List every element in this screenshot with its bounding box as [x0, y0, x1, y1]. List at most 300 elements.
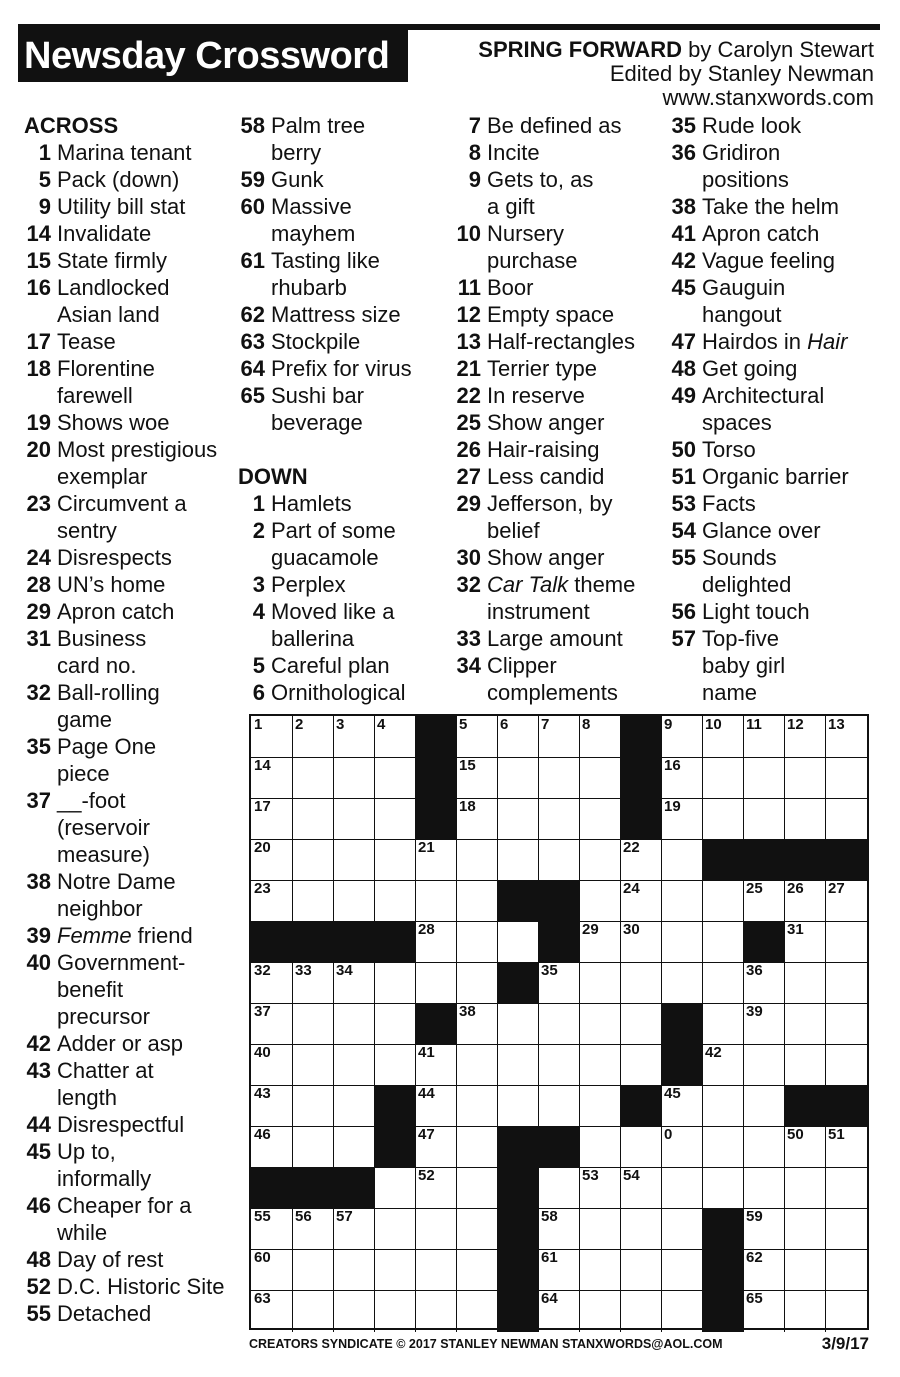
- grid-cell[interactable]: [661, 1167, 703, 1209]
- grid-cell[interactable]: [456, 716, 498, 758]
- clue-text-line: Show anger: [487, 545, 605, 570]
- grid-cell[interactable]: [292, 1126, 334, 1168]
- grid-cell[interactable]: [415, 1249, 457, 1291]
- grid-cell[interactable]: [825, 1208, 867, 1250]
- grid-cell[interactable]: [374, 757, 416, 799]
- clue-item: [452, 625, 662, 652]
- grid-cell[interactable]: [251, 1249, 293, 1291]
- grid-cell[interactable]: [825, 962, 867, 1004]
- grid-cell[interactable]: [292, 962, 334, 1004]
- black-square: [784, 1085, 826, 1127]
- cell-number: 23: [254, 880, 271, 897]
- black-square: [374, 1085, 416, 1127]
- grid-cell[interactable]: [743, 1044, 785, 1086]
- grid-cell[interactable]: [251, 1208, 293, 1250]
- cell-number: 27: [828, 880, 845, 897]
- cell-number: 20: [254, 839, 271, 856]
- clue-text-line: Clipper: [487, 653, 557, 678]
- grid-cell[interactable]: [702, 962, 744, 1004]
- clue-item: [24, 544, 234, 571]
- grid-cell[interactable]: [374, 1003, 416, 1045]
- cell-number: 41: [418, 1044, 435, 1061]
- cell-number: 16: [664, 757, 681, 774]
- grid-cell[interactable]: [825, 757, 867, 799]
- grid-cell[interactable]: [579, 716, 621, 758]
- clue-number: 58: [240, 113, 265, 138]
- clue-item: [238, 490, 448, 517]
- grid-cell[interactable]: [374, 1044, 416, 1086]
- clue-text-line: Hair-raising: [487, 437, 600, 462]
- grid-cell[interactable]: [374, 839, 416, 881]
- grid-cell[interactable]: [784, 1290, 826, 1332]
- grid-cell[interactable]: [743, 757, 785, 799]
- grid-cell[interactable]: [825, 1290, 867, 1332]
- website: www.stanxwords.com: [662, 85, 874, 110]
- grid-cell[interactable]: [333, 1126, 375, 1168]
- grid-cell[interactable]: [620, 962, 662, 1004]
- grid-cell[interactable]: [415, 880, 457, 922]
- grid-cell[interactable]: [825, 1167, 867, 1209]
- grid-cell[interactable]: [456, 1003, 498, 1045]
- grid-cell[interactable]: [251, 757, 293, 799]
- grid-cell[interactable]: [620, 1126, 662, 1168]
- clue-item: [452, 139, 662, 166]
- grid-cell[interactable]: [456, 757, 498, 799]
- clue-text: [702, 220, 880, 247]
- clue-text-line: Gridiron: [702, 140, 781, 165]
- grid-cell[interactable]: [579, 1085, 621, 1127]
- cell-number: 32: [254, 962, 271, 979]
- grid-cell[interactable]: [333, 1249, 375, 1291]
- grid-cell[interactable]: [784, 757, 826, 799]
- clue-item: [24, 949, 234, 1030]
- grid-cell[interactable]: [538, 716, 580, 758]
- clue-text-line: Part of some: [271, 518, 396, 543]
- clue-item: [452, 382, 662, 409]
- page-title: Newsday Crossword: [18, 30, 408, 82]
- grid-cell[interactable]: [825, 1003, 867, 1045]
- grid-cell[interactable]: [251, 839, 293, 881]
- grid-cell[interactable]: [292, 1085, 334, 1127]
- clue-text-line: name: [702, 680, 758, 705]
- clue-number: 29: [26, 599, 51, 624]
- grid-cell[interactable]: [784, 921, 826, 963]
- clue-text: [57, 1300, 234, 1327]
- grid-cell[interactable]: [333, 1208, 375, 1250]
- grid-cell[interactable]: [825, 921, 867, 963]
- grid-cell[interactable]: [825, 1249, 867, 1291]
- grid-cell[interactable]: [661, 962, 703, 1004]
- clue-text-line: Florentine: [57, 356, 155, 381]
- clue-text-line: Moved like a: [271, 599, 395, 624]
- grid-cell[interactable]: [333, 716, 375, 758]
- grid-cell[interactable]: [292, 839, 334, 881]
- grid-cell[interactable]: [620, 1003, 662, 1045]
- clue-number: 35: [671, 113, 696, 138]
- grid-cell[interactable]: [743, 798, 785, 840]
- grid-cell[interactable]: [579, 839, 621, 881]
- grid-cell[interactable]: [702, 1085, 744, 1127]
- clue-number: 38: [671, 194, 696, 219]
- grid-cell[interactable]: [497, 1044, 539, 1086]
- grid-cell[interactable]: [497, 1085, 539, 1127]
- clue-text: [271, 328, 448, 355]
- clue-text: [57, 949, 234, 1030]
- grid-cell[interactable]: [251, 716, 293, 758]
- clue-item: [24, 274, 234, 328]
- clue-text-line: Vague feeling: [702, 248, 835, 273]
- grid-cell[interactable]: [579, 1290, 621, 1332]
- clue-text: [487, 139, 662, 166]
- grid-cell[interactable]: [333, 1003, 375, 1045]
- grid-cell[interactable]: [579, 1208, 621, 1250]
- grid-cell[interactable]: [784, 1249, 826, 1291]
- grid-cell[interactable]: [784, 1167, 826, 1209]
- clue-text: [57, 598, 234, 625]
- clue-item: [668, 193, 880, 220]
- clue-number: 6: [252, 680, 265, 705]
- clue-text: [702, 193, 880, 220]
- grid-cell[interactable]: [456, 839, 498, 881]
- grid-cell[interactable]: [661, 839, 703, 881]
- grid-cell[interactable]: [251, 798, 293, 840]
- clue-item: [668, 544, 880, 598]
- grid-cell[interactable]: [415, 962, 457, 1004]
- grid-cell[interactable]: [292, 1044, 334, 1086]
- grid-cell[interactable]: [497, 921, 539, 963]
- grid-cell[interactable]: [333, 757, 375, 799]
- grid-cell[interactable]: [456, 1249, 498, 1291]
- clue-number: 42: [26, 1031, 51, 1056]
- grid-cell[interactable]: [538, 1249, 580, 1291]
- grid-cell[interactable]: [456, 921, 498, 963]
- grid-cell[interactable]: [784, 1044, 826, 1086]
- clue-text-line: Rude look: [702, 113, 802, 138]
- cell-number: 10: [705, 716, 722, 733]
- grid-cell[interactable]: [251, 880, 293, 922]
- grid-cell[interactable]: [415, 1167, 457, 1209]
- grid-cell[interactable]: [579, 880, 621, 922]
- grid-cell[interactable]: [784, 1208, 826, 1250]
- grid-cell[interactable]: [456, 1167, 498, 1209]
- grid-cell[interactable]: [333, 880, 375, 922]
- clue-number: 1: [38, 140, 51, 165]
- grid-cell[interactable]: [251, 962, 293, 1004]
- cell-number: 26: [787, 880, 804, 897]
- grid-cell[interactable]: [743, 716, 785, 758]
- grid-cell[interactable]: [579, 1167, 621, 1209]
- grid-cell[interactable]: [456, 880, 498, 922]
- grid-cell[interactable]: [784, 798, 826, 840]
- grid-cell[interactable]: [374, 880, 416, 922]
- grid-cell[interactable]: [620, 1208, 662, 1250]
- grid-cell[interactable]: [825, 798, 867, 840]
- grid-cell[interactable]: [620, 880, 662, 922]
- grid-cell[interactable]: [292, 716, 334, 758]
- grid-cell[interactable]: [784, 716, 826, 758]
- grid-cell[interactable]: [456, 1290, 498, 1332]
- grid-cell[interactable]: [333, 1085, 375, 1127]
- clue-item: [452, 328, 662, 355]
- grid-cell[interactable]: [456, 1085, 498, 1127]
- grid-cell[interactable]: [456, 1208, 498, 1250]
- grid-cell[interactable]: [661, 1126, 703, 1168]
- grid-cell[interactable]: [374, 1249, 416, 1291]
- clue-number: 38: [26, 869, 51, 894]
- grid-cell[interactable]: [415, 921, 457, 963]
- grid-cell[interactable]: [579, 921, 621, 963]
- clue-number: 34: [456, 653, 481, 678]
- grid-cell[interactable]: [333, 962, 375, 1004]
- grid-cell[interactable]: [538, 1290, 580, 1332]
- grid-cell[interactable]: [538, 839, 580, 881]
- grid-cell[interactable]: [333, 1044, 375, 1086]
- grid-cell[interactable]: [702, 1044, 744, 1086]
- grid-cell[interactable]: [661, 757, 703, 799]
- grid-cell[interactable]: [579, 798, 621, 840]
- grid-cell[interactable]: [579, 1126, 621, 1168]
- grid-cell[interactable]: [784, 880, 826, 922]
- grid-cell[interactable]: [579, 962, 621, 1004]
- grid-cell[interactable]: [743, 880, 785, 922]
- clue-number: 43: [26, 1058, 51, 1083]
- clue-item: [668, 382, 880, 436]
- grid-cell[interactable]: [702, 1167, 744, 1209]
- clue-text-line: Sushi bar: [271, 383, 364, 408]
- grid-cell[interactable]: [661, 921, 703, 963]
- grid-cell[interactable]: [251, 1003, 293, 1045]
- clue-item: [452, 544, 662, 571]
- cell-number: 6: [500, 716, 509, 733]
- grid-cell[interactable]: [374, 1208, 416, 1250]
- cell-number: 0: [664, 1126, 673, 1143]
- clue-text: [487, 220, 662, 274]
- grid-cell[interactable]: [374, 962, 416, 1004]
- clue-item: [24, 1273, 234, 1300]
- cell-number: 5: [459, 716, 468, 733]
- grid-cell[interactable]: [743, 1249, 785, 1291]
- grid-cell[interactable]: [743, 1167, 785, 1209]
- grid-cell[interactable]: [620, 1290, 662, 1332]
- clue-item: [24, 787, 234, 868]
- grid-cell[interactable]: [415, 1290, 457, 1332]
- grid-cell[interactable]: [374, 716, 416, 758]
- grid-cell[interactable]: [374, 1167, 416, 1209]
- clue-text-line: In reserve: [487, 383, 585, 408]
- black-square: [825, 1085, 867, 1127]
- grid-cell[interactable]: [374, 798, 416, 840]
- grid-cell[interactable]: [251, 1085, 293, 1127]
- grid-cell[interactable]: [702, 1003, 744, 1045]
- clue-text: [702, 436, 880, 463]
- grid-cell[interactable]: [497, 839, 539, 881]
- grid-cell[interactable]: [292, 757, 334, 799]
- cell-number: 38: [459, 1003, 476, 1020]
- clue-item: [238, 166, 448, 193]
- grid-cell[interactable]: [579, 1003, 621, 1045]
- clue-text-line: Up to,: [57, 1139, 116, 1164]
- grid-cell[interactable]: [538, 757, 580, 799]
- grid-cell[interactable]: [620, 921, 662, 963]
- clue-text-line: Top-five: [702, 626, 780, 651]
- clue-text-line: Gunk: [271, 167, 324, 192]
- clue-number: 23: [26, 491, 51, 516]
- black-square: [333, 1167, 375, 1209]
- clue-text-line: baby girl: [702, 653, 786, 678]
- grid-cell[interactable]: [415, 1208, 457, 1250]
- clue-number: 29: [456, 491, 481, 516]
- clue-text-line: Prefix for virus: [271, 356, 412, 381]
- grid-cell[interactable]: [251, 1126, 293, 1168]
- grid-cell[interactable]: [825, 880, 867, 922]
- grid-cell[interactable]: [661, 880, 703, 922]
- grid-cell[interactable]: [579, 1044, 621, 1086]
- clue-text-line: spaces: [702, 410, 772, 435]
- grid-cell[interactable]: [702, 716, 744, 758]
- grid-cell[interactable]: [702, 921, 744, 963]
- grid-cell[interactable]: [497, 757, 539, 799]
- clue-number: 45: [671, 275, 696, 300]
- cell-number: 65: [746, 1290, 763, 1307]
- grid-cell[interactable]: [251, 1044, 293, 1086]
- grid-cell[interactable]: [702, 1126, 744, 1168]
- grid-cell[interactable]: [333, 1290, 375, 1332]
- cell-number: 54: [623, 1167, 640, 1184]
- clue-text-line: Page One: [57, 734, 157, 759]
- grid-cell[interactable]: [743, 1290, 785, 1332]
- clue-number: 32: [456, 572, 481, 597]
- grid-cell[interactable]: [374, 1290, 416, 1332]
- grid-cell[interactable]: [333, 839, 375, 881]
- crossword-grid: [249, 714, 869, 1330]
- clue-text: [271, 193, 448, 247]
- grid-cell[interactable]: [579, 757, 621, 799]
- clue-text: [702, 463, 880, 490]
- section-heading: ACROSS: [24, 113, 119, 138]
- grid-cell[interactable]: [825, 716, 867, 758]
- cell-number: 44: [418, 1085, 435, 1102]
- grid-cell[interactable]: [702, 798, 744, 840]
- clue-text: [57, 490, 234, 544]
- grid-cell[interactable]: [292, 1003, 334, 1045]
- grid-cell[interactable]: [538, 1085, 580, 1127]
- grid-cell[interactable]: [292, 1208, 334, 1250]
- black-square: [292, 921, 334, 963]
- clue-number: 48: [26, 1247, 51, 1272]
- clue-text-line: a gift: [487, 194, 535, 219]
- black-square: [415, 798, 457, 840]
- clue-text-line: hangout: [702, 302, 782, 327]
- grid-cell[interactable]: [743, 962, 785, 1004]
- clue-text-line: Palm tree: [271, 113, 366, 138]
- clue-item: [668, 625, 880, 706]
- grid-cell[interactable]: [538, 1167, 580, 1209]
- clue-number: 42: [671, 248, 696, 273]
- clue-text-line: mayhem: [271, 221, 356, 246]
- grid-cell[interactable]: [456, 1044, 498, 1086]
- grid-cell[interactable]: [620, 839, 662, 881]
- grid-cell[interactable]: [538, 1208, 580, 1250]
- grid-cell[interactable]: [251, 1290, 293, 1332]
- grid-cell[interactable]: [784, 1003, 826, 1045]
- grid-cell[interactable]: [620, 1167, 662, 1209]
- grid-cell[interactable]: [825, 1126, 867, 1168]
- cell-number: 25: [746, 880, 763, 897]
- clue-text: [487, 328, 662, 355]
- grid-cell[interactable]: [497, 1003, 539, 1045]
- credit-line: CREATORS SYNDICATE © 2017 STANLEY NEWMAN STANXWORDS@AOL.COM: [249, 1337, 723, 1351]
- grid-cell[interactable]: [415, 1085, 457, 1127]
- grid-cell[interactable]: [456, 798, 498, 840]
- clue-column-4: [668, 112, 880, 706]
- clue-item: [668, 436, 880, 463]
- grid-cell[interactable]: [825, 1044, 867, 1086]
- grid-cell[interactable]: [743, 1085, 785, 1127]
- grid-cell[interactable]: [456, 962, 498, 1004]
- black-square: [415, 757, 457, 799]
- grid-cell[interactable]: [661, 798, 703, 840]
- clue-text-line: Get going: [702, 356, 798, 381]
- grid-cell[interactable]: [415, 839, 457, 881]
- grid-cell[interactable]: [538, 962, 580, 1004]
- clue-number: 2: [252, 518, 265, 543]
- clue-item: [668, 112, 880, 139]
- grid-cell[interactable]: [538, 1003, 580, 1045]
- grid-cell[interactable]: [661, 1208, 703, 1250]
- grid-cell[interactable]: [620, 1044, 662, 1086]
- grid-cell[interactable]: [661, 716, 703, 758]
- clue-text: [487, 409, 662, 436]
- grid-cell[interactable]: [620, 1249, 662, 1291]
- clue-text: [57, 1138, 234, 1192]
- grid-cell[interactable]: [784, 962, 826, 1004]
- black-square: [497, 1126, 539, 1168]
- grid-cell[interactable]: [497, 716, 539, 758]
- grid-cell[interactable]: [784, 1126, 826, 1168]
- grid-cell[interactable]: [661, 1085, 703, 1127]
- clue-number: 52: [26, 1274, 51, 1299]
- grid-cell[interactable]: [497, 798, 539, 840]
- grid-cell[interactable]: [538, 1044, 580, 1086]
- clue-number: 55: [671, 545, 696, 570]
- grid-cell[interactable]: [456, 1126, 498, 1168]
- clue-number: 54: [671, 518, 696, 543]
- grid-cell[interactable]: [415, 1126, 457, 1168]
- grid-cell[interactable]: [292, 880, 334, 922]
- grid-cell[interactable]: [415, 1044, 457, 1086]
- cell-number: 57: [336, 1208, 353, 1225]
- black-square: [497, 1167, 539, 1209]
- grid-cell[interactable]: [743, 1003, 785, 1045]
- grid-cell[interactable]: [702, 880, 744, 922]
- cell-number: 40: [254, 1044, 271, 1061]
- grid-cell[interactable]: [743, 1126, 785, 1168]
- grid-cell[interactable]: [538, 798, 580, 840]
- grid-cell[interactable]: [292, 1290, 334, 1332]
- grid-cell[interactable]: [743, 1208, 785, 1250]
- grid-cell[interactable]: [661, 1290, 703, 1332]
- grid-cell[interactable]: [702, 757, 744, 799]
- grid-cell[interactable]: [292, 1249, 334, 1291]
- grid-cell[interactable]: [292, 798, 334, 840]
- grid-cell[interactable]: [333, 798, 375, 840]
- cell-number: 14: [254, 757, 271, 774]
- clue-text-line: Adder or asp: [57, 1031, 183, 1056]
- grid-cell[interactable]: [579, 1249, 621, 1291]
- grid-cell[interactable]: [661, 1249, 703, 1291]
- clue-text: [702, 517, 880, 544]
- clue-number: 5: [38, 167, 51, 192]
